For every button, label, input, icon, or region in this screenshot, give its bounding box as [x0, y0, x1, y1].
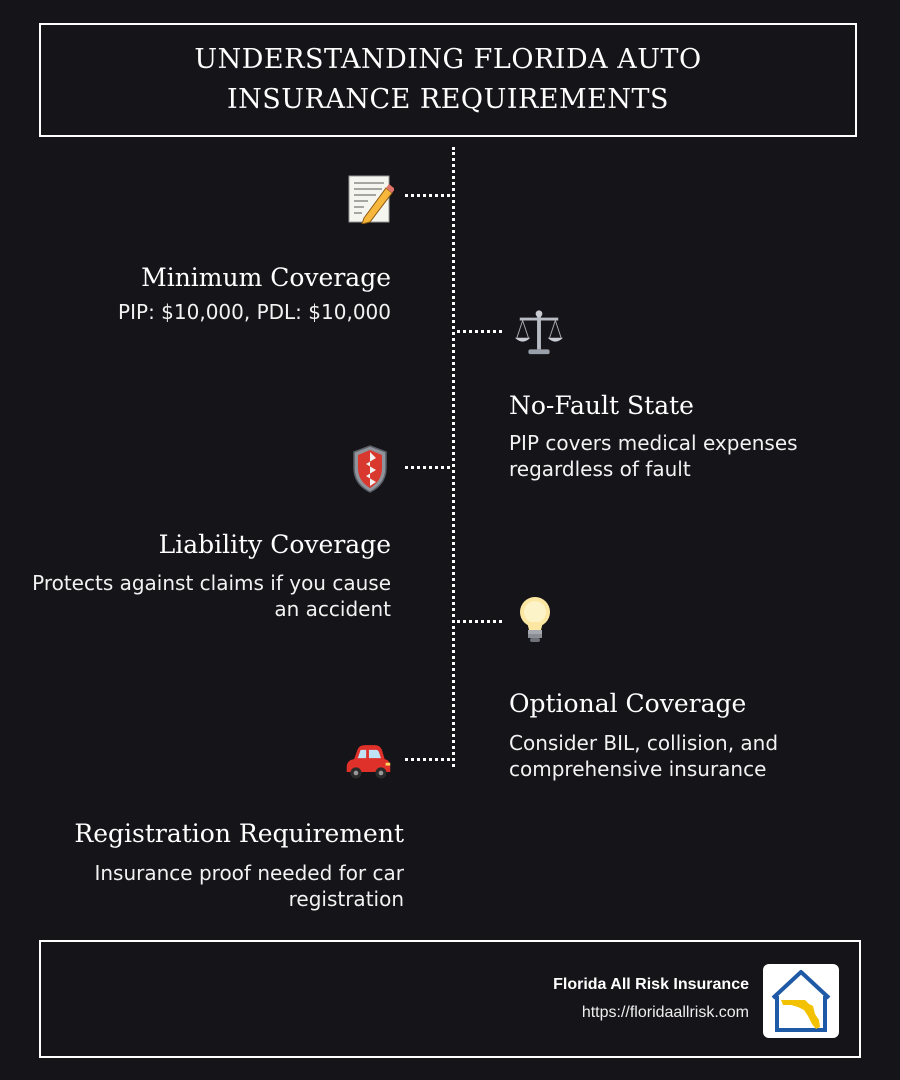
memo-icon — [345, 174, 395, 224]
item-heading-5: Registration Requirement — [74, 819, 404, 848]
footer — [39, 940, 861, 1058]
page-title: UNDERSTANDING FLORIDA AUTO INSURANCE REQUIREMENTS — [194, 44, 702, 115]
florida-house-logo — [763, 964, 839, 1038]
item-description-5: Insurance proof needed for car registration — [94, 861, 404, 911]
item-description-4: Consider BIL, collision, and comprehensive insurance — [509, 731, 779, 781]
title-box — [39, 23, 857, 137]
scales-icon — [514, 308, 564, 358]
car-icon — [343, 735, 393, 785]
item-description-2: PIP covers medical expenses regardless of fault — [509, 431, 798, 481]
company-url[interactable]: https://floridaallrisk.com — [581, 1004, 749, 1021]
shield-icon — [345, 444, 395, 494]
item-heading-4: Optional Coverage — [509, 689, 747, 718]
lightbulb-icon — [510, 595, 560, 645]
company-name: Florida All Risk Insurance — [553, 976, 749, 993]
connector-4 — [457, 620, 502, 623]
item-description-1: PIP: $10,000, PDL: $10,000 — [118, 300, 391, 324]
connector-5 — [405, 758, 450, 761]
connector-1 — [405, 194, 450, 197]
connector-2 — [457, 330, 502, 333]
item-heading-2: No-Fault State — [509, 391, 694, 420]
item-description-3: Protects against claims if you cause an accident — [32, 571, 391, 621]
item-heading-1: Minimum Coverage — [141, 263, 391, 292]
item-heading-3: Liability Coverage — [158, 530, 391, 559]
connector-3 — [405, 466, 450, 469]
timeline-line — [452, 147, 455, 767]
